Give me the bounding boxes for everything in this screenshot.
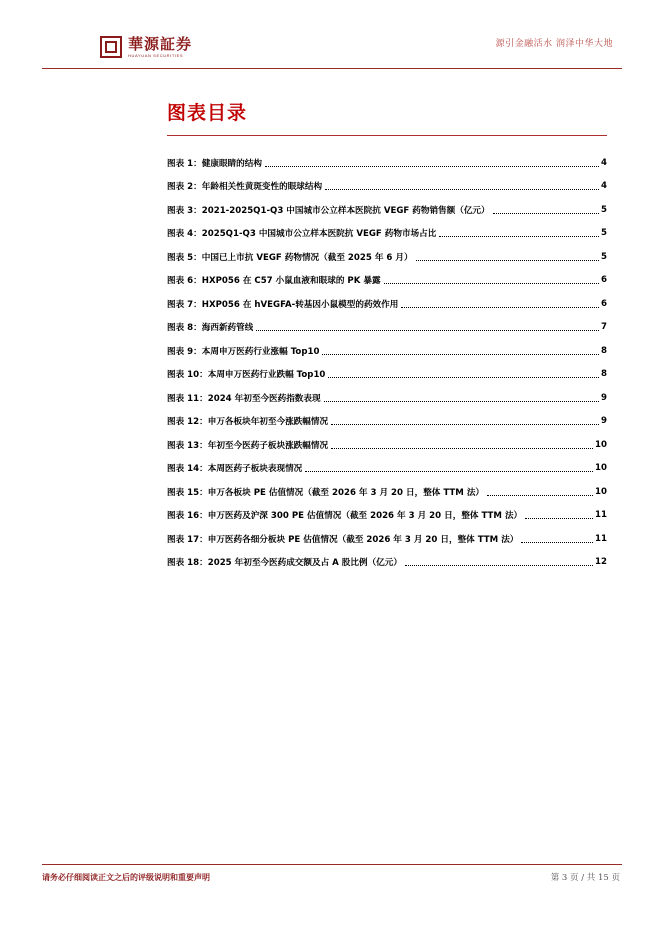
toc-entry-title: 中国已上市抗 VEGF 药物情况（截至 2025 年 6 月）: [201, 252, 413, 263]
toc-entry-label: 图表 16：: [167, 511, 208, 522]
toc-entry[interactable]: [167, 316, 607, 340]
toc-entry-title: 2025 年初至今医药成交额及占 A 股比例（亿元）: [207, 558, 402, 569]
toc-entry-label: 图表 9：: [167, 346, 202, 357]
toc-dot-leader: [331, 447, 593, 449]
toc-entry-title: 申万各板块年初至今涨跌幅情况: [207, 417, 329, 428]
toc-entry-title: 2021-2025Q1-Q3 中国城市公立样本医院抗 VEGF 药物销售额（亿元）: [201, 205, 490, 216]
toc-entry-page: 10: [595, 463, 607, 474]
toc-entry[interactable]: [167, 222, 607, 246]
toc-entry-title: 申万各板块 PE 估值情况（截至 2026 年 3 月 20 日，整体 TTM 法）: [207, 487, 485, 498]
toc-dot-leader: [401, 306, 599, 308]
table-of-figures: [167, 151, 607, 574]
toc-entry-page: 4: [601, 181, 607, 192]
toc-entry-page: 4: [601, 157, 607, 168]
toc-dot-leader: [384, 282, 599, 284]
toc-entry[interactable]: [167, 480, 607, 504]
toc-entry-title: 2024 年初至今医药指数表现: [207, 393, 321, 404]
footer-divider: [42, 864, 622, 865]
toc-entry[interactable]: [167, 269, 607, 293]
toc-entry-title: 健康眼睛的结构: [201, 158, 262, 169]
toc-entry-title: 海西新药管线: [201, 323, 254, 334]
toc-entry-page: 9: [601, 392, 607, 403]
toc-dot-leader: [439, 235, 599, 237]
toc-entry[interactable]: [167, 386, 607, 410]
toc-entry-page: 8: [601, 369, 607, 380]
toc-entry-title: 申万医药各细分板块 PE 估值情况（截至 2026 年 3 月 20 日，整体 TTM 法）: [207, 534, 519, 545]
toc-entry-label: 图表 2：: [167, 182, 202, 193]
toc-entry-title: 本周医药子板块表现情况: [207, 464, 303, 475]
toc-dot-leader: [487, 494, 593, 496]
toc-dot-leader: [416, 259, 599, 261]
toc-entry[interactable]: [167, 292, 607, 316]
toc-entry[interactable]: [167, 457, 607, 481]
toc-entry-page: 7: [601, 322, 607, 333]
toc-dot-leader: [325, 188, 599, 190]
toc-dot-leader: [265, 165, 599, 167]
toc-entry[interactable]: [167, 551, 607, 575]
header-slogan: 源引金融活水 润泽中华大地: [495, 39, 613, 49]
toc-entry-label: 图表 5：: [167, 252, 202, 263]
logo-chinese-name: 華源証券: [128, 34, 193, 53]
toc-entry-title: HXP056 在 C57 小鼠血液和眼球的 PK 暴露: [201, 276, 381, 287]
toc-entry-label: 图表 17：: [167, 534, 208, 545]
toc-entry-page: 5: [601, 228, 607, 239]
toc-entry-label: 图表 1：: [167, 158, 202, 169]
toc-entry-title: 年龄相关性黄斑变性的眼球结构: [201, 182, 323, 193]
toc-entry[interactable]: [167, 504, 607, 528]
toc-entry-page: 5: [601, 204, 607, 215]
toc-entry[interactable]: [167, 175, 607, 199]
title-divider: [167, 135, 607, 136]
toc-entry-page: 6: [601, 298, 607, 309]
toc-entry-page: 9: [601, 416, 607, 427]
toc-entry-page: 8: [601, 345, 607, 356]
toc-entry-label: 图表 8：: [167, 323, 202, 334]
toc-entry-label: 图表 10：: [167, 370, 208, 381]
toc-entry-title: 本周申万医药行业跌幅 Top10: [207, 370, 326, 381]
toc-entry-page: 6: [601, 275, 607, 286]
toc-entry-label: 图表 12：: [167, 417, 208, 428]
toc-entry-label: 图表 18：: [167, 558, 208, 569]
toc-entry-label: 图表 13：: [167, 440, 208, 451]
toc-entry-page: 11: [595, 533, 607, 544]
toc-dot-leader: [405, 564, 593, 566]
company-logo: [100, 36, 192, 58]
page-number: 第 3 页 / 共 15 页: [550, 873, 620, 883]
header-divider: [42, 68, 622, 69]
toc-dot-leader: [322, 353, 599, 355]
page-header: [0, 0, 662, 72]
toc-dot-leader: [324, 400, 599, 402]
logo-seal-icon: [100, 36, 122, 58]
toc-entry-page: 12: [595, 557, 607, 568]
toc-entry-page: 10: [595, 439, 607, 450]
toc-dot-leader: [305, 470, 593, 472]
toc-dot-leader: [493, 212, 599, 214]
toc-entry-title: 年初至今医药子板块涨跌幅情况: [207, 440, 329, 451]
logo-english-name: HUAYUAN SECURITIES: [128, 52, 184, 58]
toc-entry[interactable]: [167, 410, 607, 434]
footer-disclaimer: 请务必仔细阅读正文之后的评级说明和重要声明: [42, 872, 210, 882]
toc-entry-page: 11: [595, 510, 607, 521]
toc-dot-leader: [328, 376, 599, 378]
toc-entry-label: 图表 3：: [167, 205, 202, 216]
toc-entry[interactable]: [167, 198, 607, 222]
toc-entry-page: 5: [601, 251, 607, 262]
toc-entry-title: HXP056 在 hVEGFA-转基因小鼠模型的药效作用: [201, 299, 399, 310]
toc-entry[interactable]: [167, 363, 607, 387]
toc-entry-label: 图表 4：: [167, 229, 202, 240]
toc-entry-page: 10: [595, 486, 607, 497]
toc-entry-label: 图表 14：: [167, 464, 208, 475]
toc-dot-leader: [256, 329, 599, 331]
toc-entry-label: 图表 15：: [167, 487, 208, 498]
toc-entry-title: 申万医药及沪深 300 PE 估值情况（截至 2026 年 3 月 20 日，整体 TTM 法）: [207, 511, 523, 522]
toc-dot-leader: [525, 517, 593, 519]
toc-entry-label: 图表 11：: [167, 393, 208, 404]
toc-entry[interactable]: [167, 245, 607, 269]
toc-entry-label: 图表 6：: [167, 276, 202, 287]
toc-entry-title: 本周申万医药行业涨幅 Top10: [201, 346, 320, 357]
page-title: 图表目录: [167, 102, 248, 124]
toc-entry[interactable]: [167, 151, 607, 175]
toc-dot-leader: [331, 423, 599, 425]
toc-entry[interactable]: [167, 433, 607, 457]
toc-entry-title: 2025Q1-Q3 中国城市公立样本医院抗 VEGF 药物市场占比: [201, 229, 437, 240]
toc-entry[interactable]: [167, 527, 607, 551]
toc-entry-label: 图表 7：: [167, 299, 202, 310]
toc-entry[interactable]: [167, 339, 607, 363]
toc-dot-leader: [521, 541, 593, 543]
